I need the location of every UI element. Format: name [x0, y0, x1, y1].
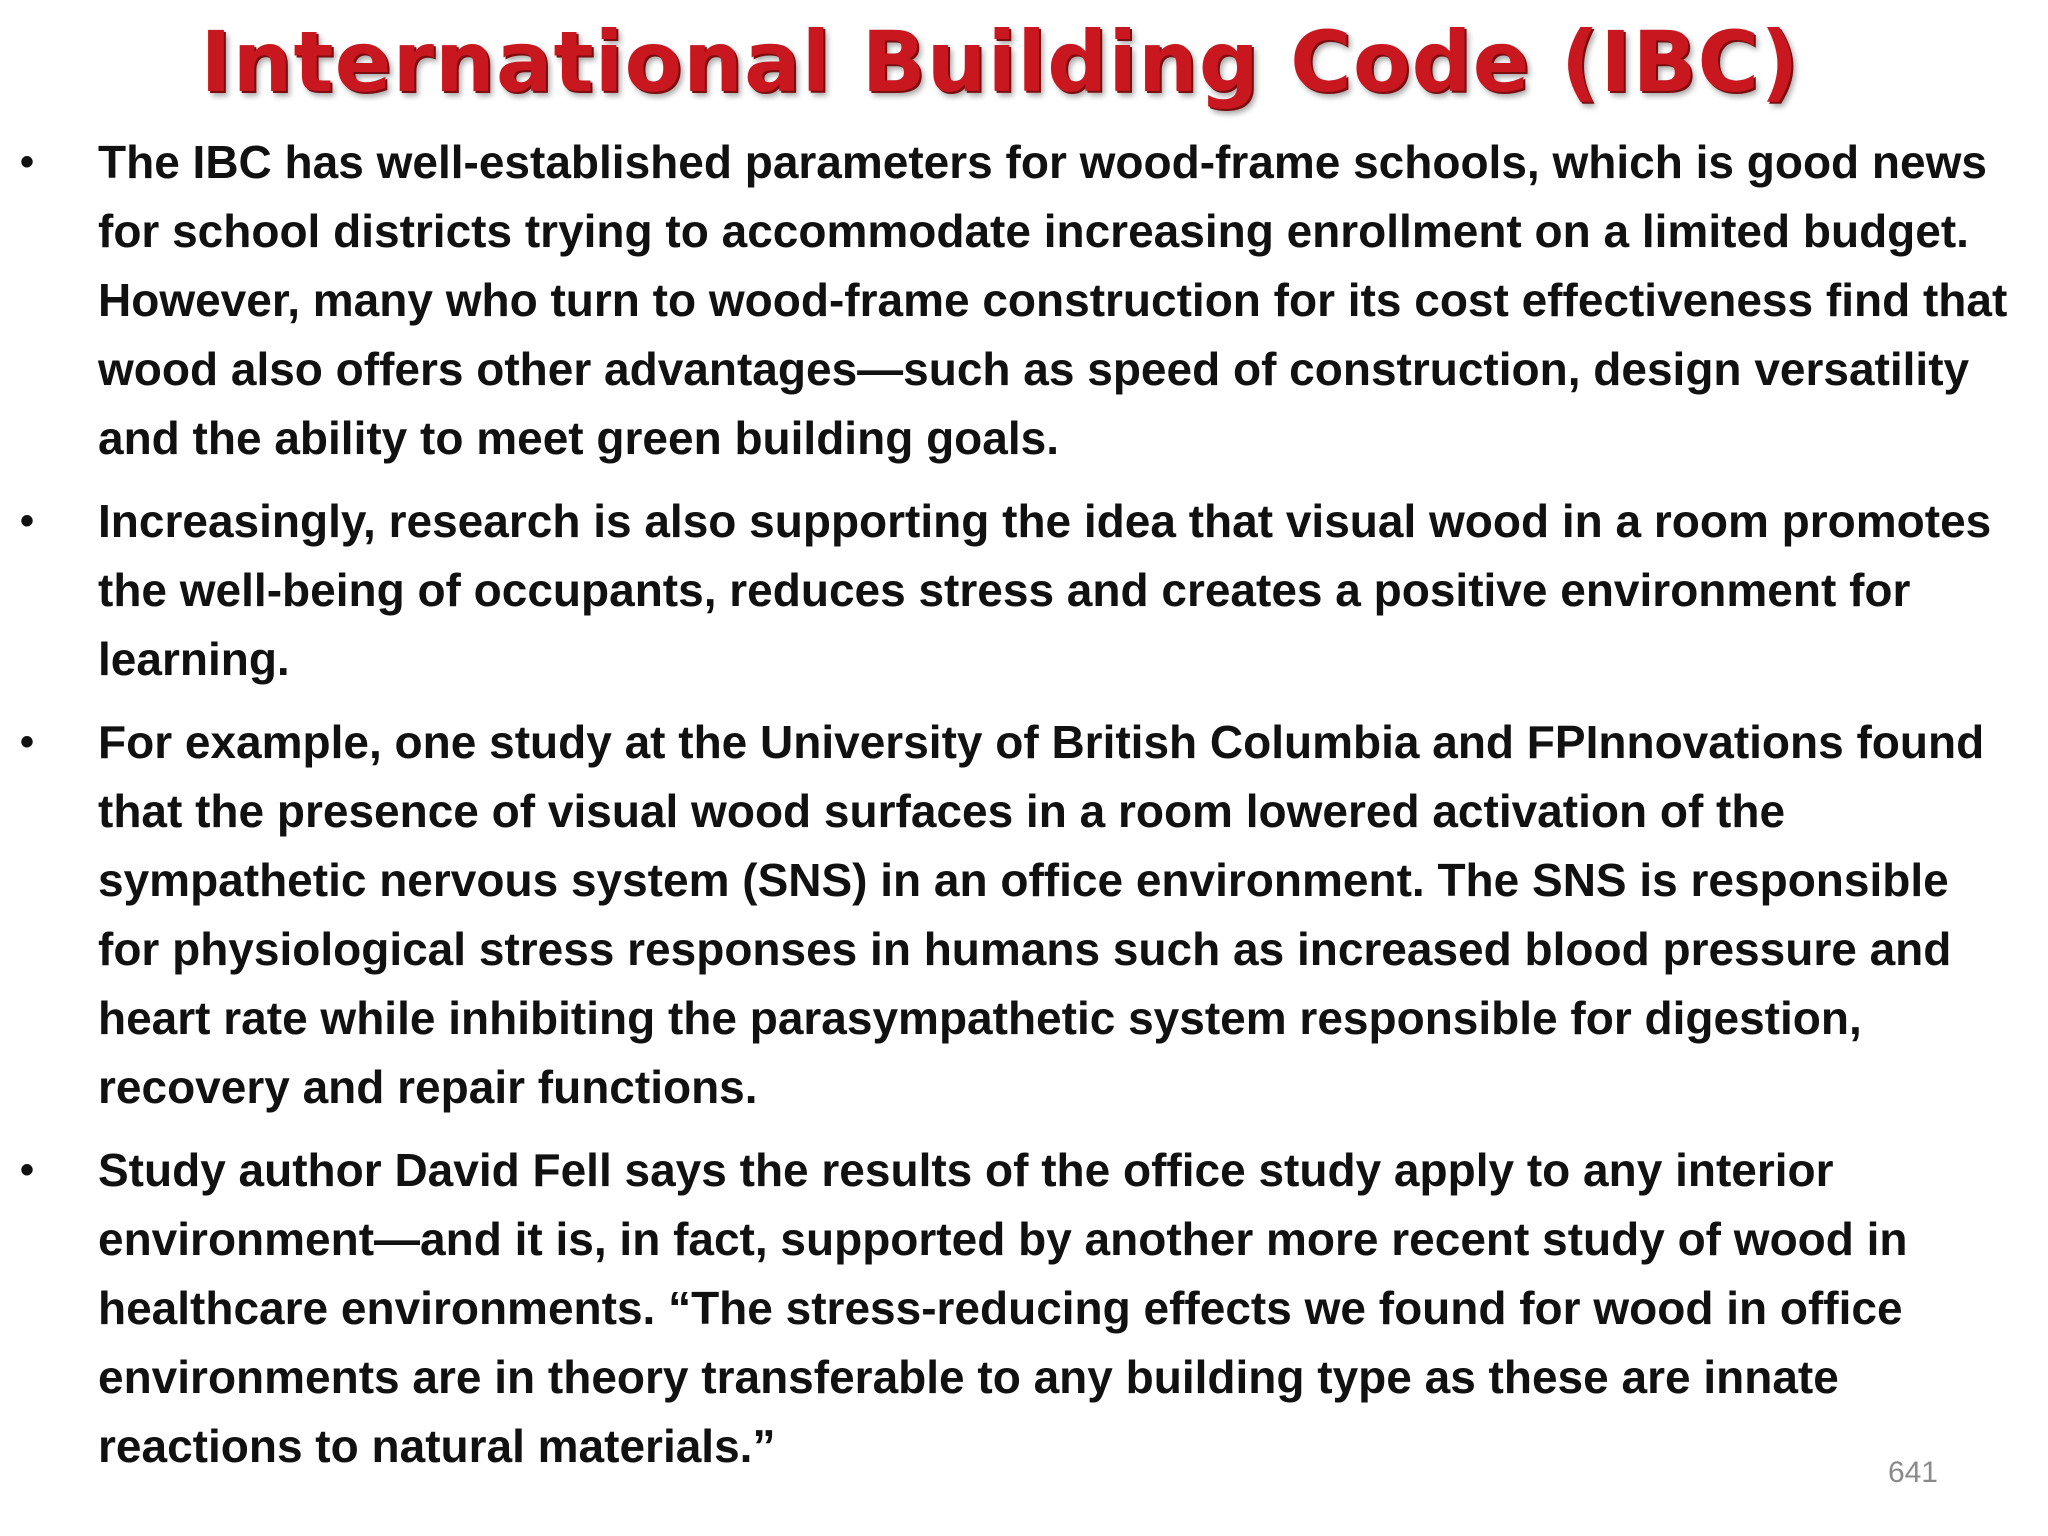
bullet-icon: • [20, 499, 35, 543]
bullet-icon: • [20, 720, 35, 764]
bullet-text: Increasingly, research is also supporting the idea that visual wood in a room promotes the well-being of occupants, reduces stress and creates a positive environment for learning. [98, 495, 1992, 685]
slide-title: International Building Code (IBC) [200, 13, 1800, 111]
bullet-text: The IBC has well-established parameters for wood-frame schools, which is good news for school districts trying to accommodate increasing enrollment on a limited budget. However, many who turn to wood-frame construction for its cost effectiveness find that wood also offers other advantages—such as speed of construction, design versatility and the ability to meet green building goals. [98, 136, 2008, 464]
bullet-text: Study author David Fell says the results of the office study apply to any interior environment—and it is, in fact, supported by another more recent study of wood in healthcare environments. “The stress-reducing effects we found for wood in office environments are in theory transferable to any building type as these are innate reactions to natural materials.” [98, 1144, 1908, 1472]
bullet-item [0, 1136, 2048, 1481]
bullet-list [0, 128, 2048, 1495]
bullet-item [0, 128, 2048, 473]
bullet-icon: • [20, 1148, 35, 1192]
bullet-item [0, 708, 2048, 1122]
bullet-text: For example, one study at the University of British Columbia and FPInnovations found that the presence of visual wood surfaces in a room lowered activation of the sympathetic nervous system (SNS) in an office environment. The SNS is responsible for physiological stress responses in humans such as increased blood pressure and heart rate while inhibiting the parasympathetic system responsible for digestion, recovery and repair functions. [98, 716, 1985, 1113]
bullet-item [0, 487, 2048, 694]
slide-page-number: 641 [1887, 1456, 1938, 1489]
bullet-icon: • [20, 140, 35, 184]
